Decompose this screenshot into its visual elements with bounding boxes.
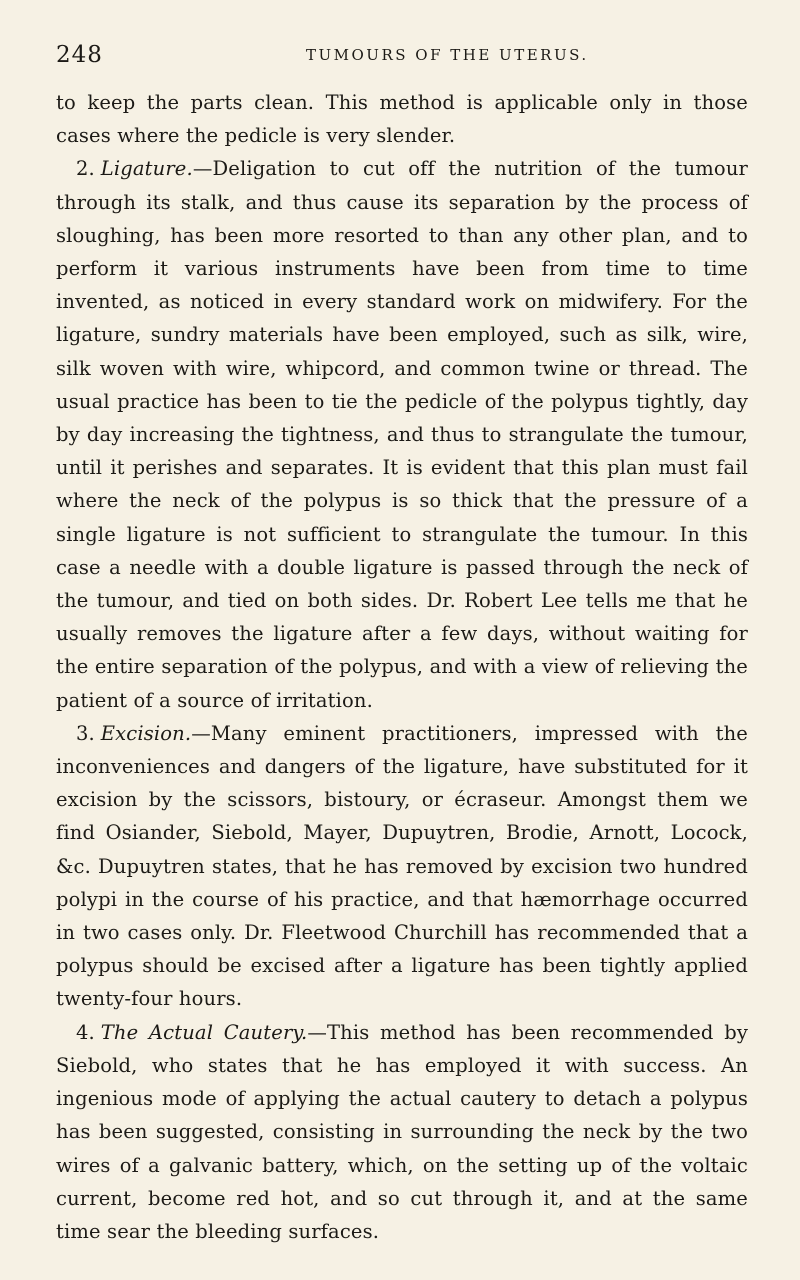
body-text [56,86,748,1248]
running-head: TUMOURS OF THE UTERUS. [306,46,589,64]
paragraph-text: —Many eminent practitioners, impressed with the inconveniences and dangers of the ligature, have substituted for it excision by the scissors, bistoury, or écraseur. Amongst them we find Osiander, Siebold, Mayer, Dupuytren, Brodie, Arnott, Locock, &c. Dupuytren states, that he has removed by excision two hundred polypi in the course of his practice, and that hæmorrhage occurred in two cases only. Dr. Fleetwood Churchill has recommended that a polypus should be excised after a ligature has been tightly applied twenty-four hours. [56,721,748,1011]
paragraph-excision [56,717,748,1016]
paragraph-ligature [56,152,748,716]
paragraph-number: 2. [76,157,95,181]
paragraph-heading: The Actual Cautery. [100,1020,308,1044]
paragraph-number: 4. [76,1020,95,1044]
paragraph-text: —Deligation to cut off the nutrition of the tumour through its stalk, and thus cause its separation by the process of sloughing, has been more resorted to than any other plan, and to perform it various instruments have been from time to time invented, as noticed in every standard work on midwifery. For the ligature, sundry materials have been employed, such as silk, wire, silk woven with wire, whipcord, and common twine or thread. The usual practice has been to tie the pedicle of the polypus tightly, day by day increasing the tightness, and thus to strangulate the tumour, until it perishes and separates. It is evident that this plan must fail where the neck of the polypus is so thick that the pressure of a single ligature is not sufficient to strangulate the tumour. In this case a needle with a double ligature is passed through the neck of the tumour, and tied on both sides. Dr. Robert Lee tells me that he usually removes the ligature after a few days, without waiting for the entire separation of the polypus, and with a view of relieving the patient of a source of irritation. [56,157,748,712]
page-number: 248 [56,42,103,68]
paragraph-actual-cautery [56,1016,748,1248]
paragraph-heading: Excision. [100,721,192,745]
paragraph-number: 3. [76,721,95,745]
page-header [56,42,746,76]
paragraph-text: to keep the parts clean. This method is applicable only in those cases where the pedicle is very slender. [56,91,748,148]
paragraph-continuation [56,86,748,152]
paragraph-heading: Ligature. [100,157,193,181]
paragraph-text: —This method has been recommended by Siebold, who states that he has employed it with success. An ingenious mode of applying the actual cautery to detach a polypus has been suggested, consisting in surrounding the neck by the two wires of a galvanic battery, which, on the setting up of the voltaic current, become red hot, and so cut through it, and at the same time sear the bleeding surfaces. [56,1020,748,1243]
